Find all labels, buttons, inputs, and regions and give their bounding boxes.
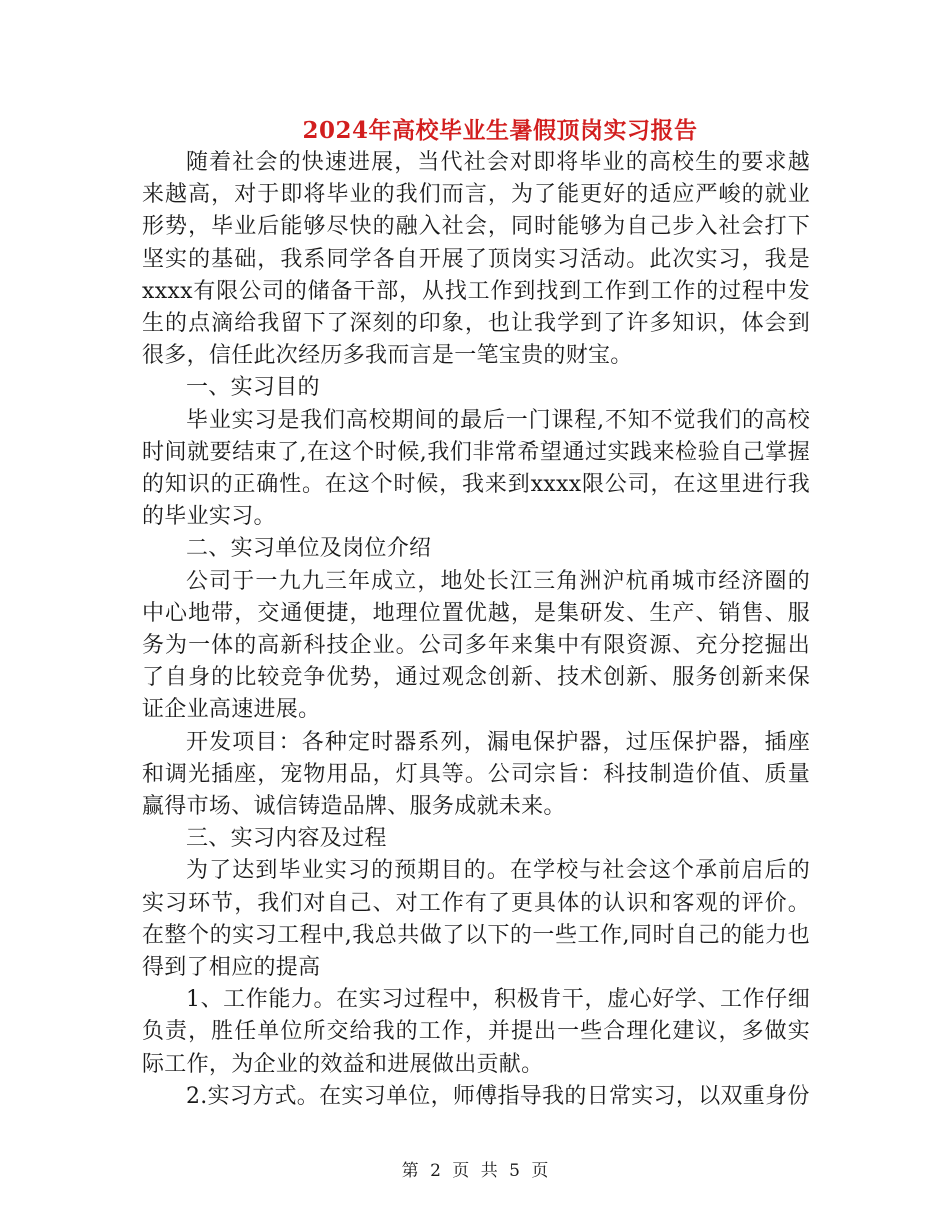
paragraph-process: 为了达到毕业实习的预期目的。在学校与社会这个承前启后的实习环节，我们对自己、对工作有了更具体的认识和客观的评价。在整个的实习工程中,我总共做了以下的一些工作,同时自己的能力也得到了相应的提高 <box>142 858 810 981</box>
paragraph-method: 2.实习方式。在实习单位，师傅指导我的日常实习，以双重身份 <box>186 1083 810 1109</box>
paragraph-intro: 随着社会的快速进展，当代社会对即将毕业的高校生的要求越来越高，对于即将毕业的我们而言，为了能更好的适应严峻的就业形势，毕业后能够尽快的融入社会，同时能够为自己步入社会打下坚实的基础，我系同学各自开展了顶岗实习活动。此次实习，我是xxxx有限公司的储备干部，从找工作到找到工作到工作的过程中发生的点滴给我留下了深刻的印象，也让我学到了许多知识，体会到很多，信任此次经历多我而言是一笔宝贵的财宝。 <box>142 150 810 369</box>
section-heading-3: 三、实习内容及过程 <box>186 826 387 852</box>
page-footer: 第 2 页 共 5 页 <box>401 1161 549 1181</box>
paragraph-ability: 1、工作能力。在实习过程中，积极肯干，虚心好学、工作仔细负责，胜任单位所交给我的工作，并提出一些合理化建议，多做实际工作，为企业的效益和进展做出贡献。 <box>142 987 810 1077</box>
section-heading-1: 一、实习目的 <box>186 375 320 401</box>
paragraph-purpose: 毕业实习是我们高校期间的最后一门课程,不知不觉我们的高校时间就要结束了,在这个时候,我们非常希望通过实践来检验自己掌握的知识的正确性。在这个时候，我来到xxxx限公司，在这里进行我的毕业实习。 <box>142 407 810 530</box>
document-title: 2024年高校毕业生暑假顶岗实习报告 <box>302 117 698 144</box>
document-body <box>142 147 810 1113</box>
paragraph-company: 公司于一九九三年成立，地处长江三角洲沪杭甬城市经济圈的中心地带，交通便捷，地理位置优越，是集研发、生产、销售、服务为一体的高新科技企业。公司多年来集中有限资源、充分挖掘出了自身的比较竞争优势，通过观念创新、技术创新、服务创新来保证企业高速进展。 <box>142 568 810 723</box>
section-heading-2: 二、实习单位及岗位介绍 <box>186 536 432 562</box>
paragraph-projects: 开发项目：各种定时器系列，漏电保护器，过压保护器，插座和调光插座，宠物用品，灯具等。公司宗旨：科技制造价值、质量赢得市场、诚信铸造品牌、服务成就未来。 <box>142 729 810 820</box>
